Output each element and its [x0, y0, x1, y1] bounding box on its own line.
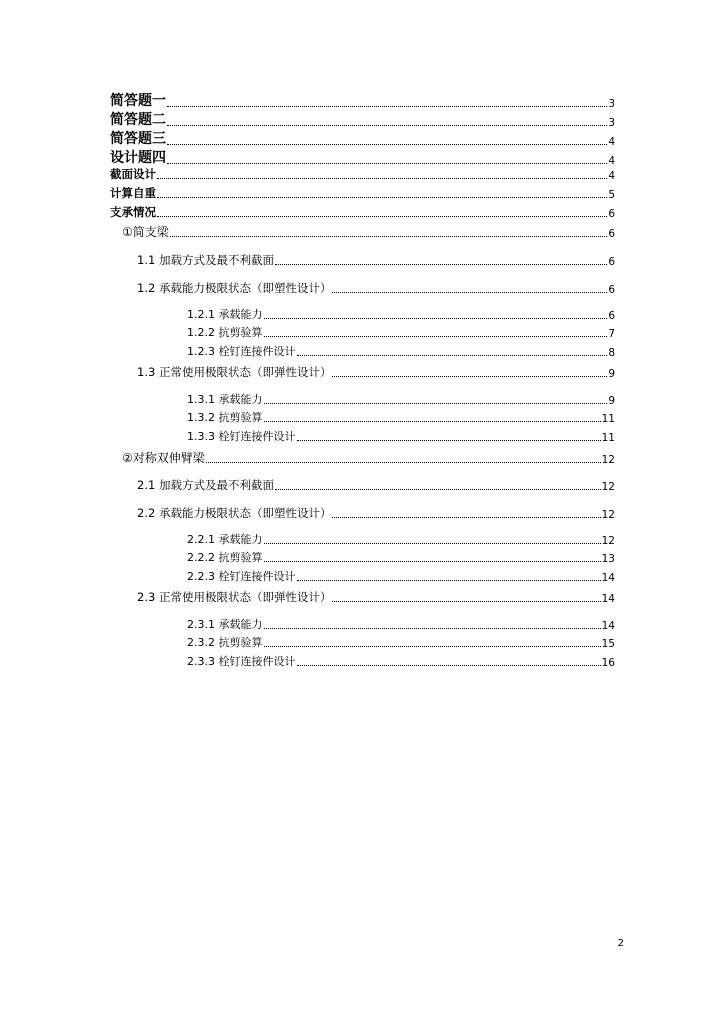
toc-entry-page: 6	[608, 310, 615, 322]
toc-entry-label: 支承情况	[110, 205, 156, 219]
toc-entry-label: 1.3.2 抗剪验算	[187, 411, 263, 424]
toc-entry-label: 1.2 承载能力极限状态（即塑性设计）	[137, 281, 332, 295]
toc-entry-page: 3	[608, 98, 615, 110]
toc-entry-1-1[interactable]	[137, 252, 615, 268]
dot-leader	[264, 420, 601, 422]
toc-entry-label: 截面设计	[110, 167, 156, 181]
toc-entry-short-answer-3[interactable]	[110, 128, 615, 148]
toc-entry-page: 7	[608, 328, 615, 340]
toc-entry-2-3-3[interactable]	[187, 653, 615, 669]
dot-leader	[157, 196, 607, 198]
toc-entry-label: ②对称双伸臂梁	[122, 451, 205, 465]
toc-entry-1-2-3[interactable]	[187, 343, 615, 359]
dot-leader	[297, 439, 601, 441]
dot-leader	[264, 317, 608, 319]
toc-entry-label: 1.2.2 抗剪验算	[187, 326, 263, 339]
dot-leader	[167, 124, 607, 126]
toc-entry-page: 4	[608, 170, 615, 182]
toc-entry-2-2[interactable]	[137, 505, 615, 521]
dot-leader	[264, 645, 601, 647]
toc-entry-1-2-2[interactable]	[187, 324, 615, 340]
toc-entry-label: 2.1 加载方式及最不利截面	[137, 478, 274, 492]
toc-entry-page: 14	[601, 593, 615, 605]
toc-entry-page: 3	[608, 117, 615, 129]
toc-entry-label: 1.3.3 栓钉连接件设计	[187, 430, 296, 443]
dot-leader	[275, 488, 601, 490]
toc-entry-page: 6	[608, 208, 615, 220]
toc-entry-page: 9	[608, 368, 615, 380]
toc-entry-label: 2.3.1 承载能力	[187, 618, 263, 631]
toc-entry-page: 13	[601, 553, 615, 565]
toc-entry-label: 2.2.3 栓钉连接件设计	[187, 570, 296, 583]
dot-leader	[332, 375, 607, 377]
toc-entry-2-2-1[interactable]	[187, 531, 615, 547]
toc-entry-label: 1.3 正常使用极限状态（即弹性设计）	[137, 365, 332, 379]
toc-entry-page: 9	[608, 395, 615, 407]
toc-entry-label: 设计题四	[110, 150, 166, 166]
dot-leader	[157, 215, 607, 217]
toc-entry-label: 1.2.1 承载能力	[187, 308, 263, 321]
dot-leader	[275, 263, 607, 265]
toc-entry-label: 简答题二	[110, 112, 166, 128]
dot-leader	[157, 177, 607, 179]
dot-leader	[167, 143, 607, 145]
toc-entry-label: 简答题三	[110, 131, 166, 147]
toc-entry-design-4[interactable]	[110, 147, 615, 167]
toc-entry-1-3-1[interactable]	[187, 391, 615, 407]
toc-entry-page: 6	[608, 284, 615, 296]
toc-entry-page: 16	[601, 657, 615, 669]
toc-entry-support[interactable]	[110, 204, 615, 220]
dot-leader	[264, 542, 601, 544]
toc-entry-2-1[interactable]	[137, 477, 615, 493]
toc-entry-label: 1.3.1 承载能力	[187, 393, 263, 406]
toc-entry-page: 6	[608, 228, 615, 240]
toc-entry-page: 14	[601, 572, 615, 584]
toc-entry-self-weight[interactable]	[110, 185, 615, 201]
dot-leader	[264, 335, 608, 337]
toc-entry-page: 12	[601, 454, 615, 466]
dot-leader	[332, 600, 600, 602]
toc-entry-page: 4	[608, 136, 615, 148]
toc-entry-1-2[interactable]	[137, 280, 615, 296]
dot-leader	[332, 516, 600, 518]
toc-entry-section-design[interactable]	[110, 166, 615, 182]
page-number: 2	[617, 938, 624, 949]
toc-entry-page: 11	[601, 413, 615, 425]
dot-leader	[170, 235, 608, 237]
toc-entry-page: 12	[601, 481, 615, 493]
toc-entry-page: 6	[608, 256, 615, 268]
toc-entry-page: 14	[601, 620, 615, 632]
dot-leader	[297, 579, 601, 581]
dot-leader	[167, 105, 607, 107]
toc-entry-2-3-2[interactable]	[187, 634, 615, 650]
toc-entry-label: 2.3 正常使用极限状态（即弹性设计）	[137, 590, 332, 604]
toc-entry-label: 简答题一	[110, 93, 166, 109]
dot-leader	[297, 354, 608, 356]
toc-entry-1-3[interactable]	[137, 364, 615, 380]
toc-entry-simple-beam[interactable]	[122, 223, 615, 240]
toc-entry-label: 1.2.3 栓钉连接件设计	[187, 345, 296, 358]
toc-entry-page: 12	[601, 509, 615, 521]
dot-leader	[264, 627, 601, 629]
toc-entry-page: 15	[601, 638, 615, 650]
toc-entry-label: 计算自重	[110, 186, 156, 200]
toc-entry-label: 2.2.1 承载能力	[187, 533, 263, 546]
toc-entry-2-2-3[interactable]	[187, 568, 615, 584]
toc-entry-page: 11	[601, 432, 615, 444]
toc-entry-short-answer-2[interactable]	[110, 109, 615, 129]
dot-leader	[332, 291, 607, 293]
dot-leader	[264, 560, 601, 562]
toc-entry-page: 12	[601, 535, 615, 547]
toc-entry-1-2-1[interactable]	[187, 306, 615, 322]
toc-entry-2-2-2[interactable]	[187, 549, 615, 565]
toc-entry-2-3-1[interactable]	[187, 616, 615, 632]
toc-entry-1-3-3[interactable]	[187, 428, 615, 444]
toc-entry-page: 4	[608, 155, 615, 167]
toc-entry-label: 2.2.2 抗剪验算	[187, 551, 263, 564]
toc-entry-label: 2.2 承载能力极限状态（即塑性设计）	[137, 506, 332, 520]
toc-entry-label: 2.3.3 栓钉连接件设计	[187, 655, 296, 668]
toc-entry-2-3[interactable]	[137, 589, 615, 605]
toc-entry-label: 2.3.2 抗剪验算	[187, 636, 263, 649]
toc-entry-short-answer-1[interactable]	[110, 90, 615, 110]
toc-entry-page: 5	[608, 189, 615, 201]
toc-entry-double-cantilever-beam[interactable]	[122, 449, 615, 466]
dot-leader	[167, 162, 607, 164]
toc-entry-1-3-2[interactable]	[187, 409, 615, 425]
toc-entry-page: 8	[608, 347, 615, 359]
dot-leader	[206, 461, 601, 463]
dot-leader	[297, 664, 601, 666]
toc-entry-label: 1.1 加载方式及最不利截面	[137, 253, 274, 267]
toc-entry-label: ①简支梁	[122, 225, 169, 239]
dot-leader	[264, 402, 608, 404]
